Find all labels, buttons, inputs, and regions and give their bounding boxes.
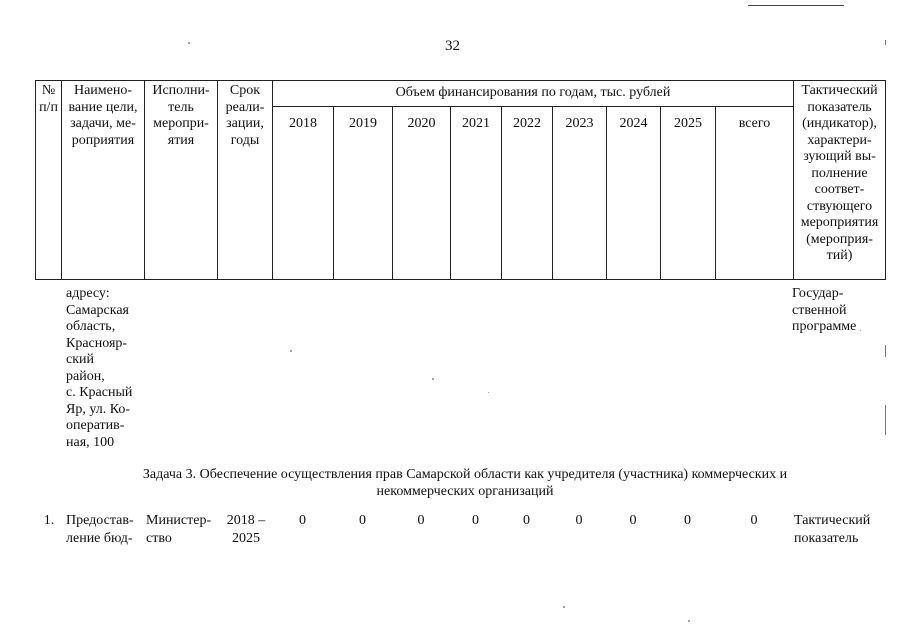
- header-executor: Исполни- тель меропри- ятия: [145, 81, 218, 280]
- continuation-name: адресу: Самарская область, Краснояр- ский район, с. Красный Яр, ул. Ко- оператив- ная, 100: [66, 286, 133, 450]
- row-value: 0: [523, 513, 530, 528]
- scan-mark: [885, 345, 886, 357]
- row-value: 0: [684, 513, 691, 528]
- row-value: 0: [417, 513, 425, 528]
- funding-table: [35, 80, 886, 280]
- scan-mark: [885, 40, 886, 45]
- header-funding: Объем финансирования по годам, тыс. рублей: [273, 81, 794, 107]
- row-value: 0: [299, 513, 306, 528]
- header-num: № п/п: [36, 81, 62, 280]
- header-year: 2021: [451, 107, 502, 280]
- task-heading: Задача 3. Обеспечение осуществления прав Самарской области как учредителя (участника) коммерческих и некоммерческих организаций: [142, 467, 788, 499]
- scan-speck: [290, 350, 292, 352]
- scan-speck: [688, 620, 690, 622]
- header-year: 2019: [334, 107, 393, 280]
- header-name: Наимено- вание цели, задачи, ме- роприятия: [62, 81, 145, 280]
- top-rule: [748, 5, 844, 6]
- header-term: Срок реали- зации, годы: [218, 81, 273, 280]
- scan-mark: [885, 405, 886, 435]
- row-value: 0: [359, 513, 366, 528]
- scan-speck: [188, 42, 190, 44]
- row-total: 0: [750, 513, 758, 528]
- row-term: 2018 – 2025: [226, 513, 266, 546]
- header-year: 2020: [393, 107, 451, 280]
- row-value: 0: [472, 513, 479, 528]
- row-value: 0: [629, 513, 637, 528]
- header-year: 2024: [607, 107, 661, 280]
- row-number: 1.: [43, 513, 55, 528]
- scan-speck: [860, 330, 861, 331]
- row-executor: Министер- ство: [146, 513, 212, 546]
- scan-speck: [488, 392, 489, 393]
- header-indicator: Тактический показатель (индикатор), характери- зующий вы- полнение соответ- ствующего мероприятия (мероприя- тий): [794, 81, 886, 280]
- scan-speck: [432, 378, 434, 380]
- continuation-indicator: Государ- ственной программе: [792, 286, 857, 334]
- header-year: 2025: [661, 107, 716, 280]
- row-value: 0: [575, 513, 583, 528]
- header-total: всего: [716, 107, 794, 280]
- scan-speck: [563, 606, 565, 608]
- page-number: 32: [445, 38, 460, 54]
- header-year: 2022: [502, 107, 553, 280]
- header-year: 2018: [273, 107, 334, 280]
- row-name: Предостав- ление бюд-: [66, 513, 134, 546]
- header-year: 2023: [553, 107, 607, 280]
- row-indicator: Тактический показатель: [794, 513, 871, 546]
